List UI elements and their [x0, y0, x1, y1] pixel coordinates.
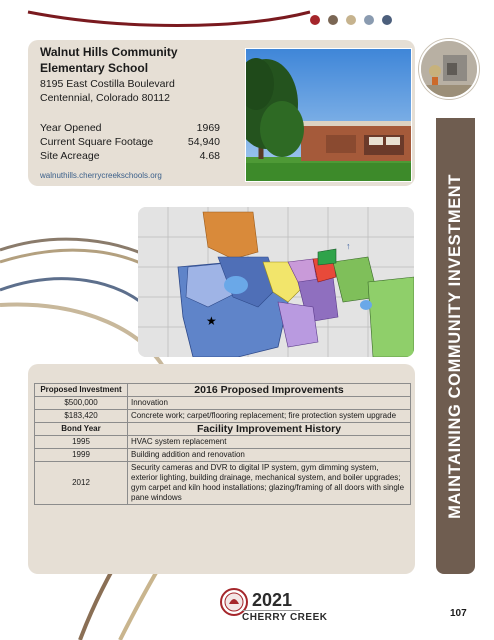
table-row	[35, 397, 411, 410]
section-title-text: MAINTAINING COMMUNITY INVESTMENT	[446, 173, 464, 519]
color-dot	[328, 15, 338, 25]
address-line-1: 8195 East Costilla Boulevard	[40, 78, 175, 90]
table-row	[35, 462, 411, 505]
fact-value: 1969	[196, 122, 220, 134]
color-dot	[382, 15, 392, 25]
address-line-2: Centennial, Colorado 80112	[40, 91, 170, 104]
proposed-improvements-title: 2016 Proposed Improvements	[128, 384, 411, 397]
fact-label: Current Square Footage	[40, 136, 154, 148]
fact-row	[40, 121, 220, 135]
table-row	[35, 410, 411, 423]
school-website-link[interactable]: walnuthills.cherrycreekschools.org	[40, 171, 162, 180]
history-description: Building addition and renovation	[128, 449, 411, 462]
table-row	[35, 436, 411, 449]
school-photo	[245, 48, 412, 182]
history-description: HVAC system replacement	[128, 436, 411, 449]
fact-value: 4.68	[199, 150, 220, 162]
section-title	[436, 118, 475, 574]
facility-history-title: Facility Improvement History	[128, 423, 411, 436]
fact-label: Site Acreage	[40, 150, 100, 162]
history-year: 1995	[35, 436, 128, 449]
color-dots	[310, 15, 392, 25]
investment-amount: $500,000	[35, 397, 128, 410]
investment-amount: $183,420	[35, 410, 128, 423]
table-row	[35, 449, 411, 462]
footer-divider	[242, 610, 300, 611]
color-dot	[310, 15, 320, 25]
fact-label: Year Opened	[40, 122, 102, 134]
proposed-investment-header: Proposed Investment	[35, 384, 128, 397]
color-dot	[346, 15, 356, 25]
table-header-row	[35, 384, 411, 397]
investment-description: Innovation	[128, 397, 411, 410]
fact-row	[40, 149, 220, 163]
bond-year-header: Bond Year	[35, 423, 128, 436]
footer-brand: CHERRY CREEK	[242, 612, 328, 623]
color-dot	[364, 15, 374, 25]
investment-description: Concrete work; carpet/flooring replacement; fire protection system upgrade	[128, 410, 411, 423]
history-year: 2012	[35, 462, 128, 505]
svg-text:↑: ↑	[346, 241, 351, 251]
construction-photo-badge	[419, 39, 479, 99]
district-map	[138, 207, 414, 357]
svg-text:★: ★	[206, 314, 217, 328]
fact-row	[40, 135, 220, 149]
school-name: Walnut Hills Community Elementary School	[40, 45, 178, 75]
history-description: Security cameras and DVR to digital IP system, gym dimming system, exterior lighting, building drainage, mechanical system, and boiler upgrades; gym carpet and kiln hood installations; glazing/framing of all doors with single pane windows	[128, 462, 411, 505]
page-number: 107	[450, 608, 467, 619]
table-header-row	[35, 423, 411, 436]
improvements-table	[34, 383, 411, 505]
history-year: 1999	[35, 449, 128, 462]
school-address	[40, 78, 175, 105]
fact-value: 54,940	[187, 136, 220, 148]
footer-year: 2021	[252, 590, 293, 610]
school-facts	[40, 121, 220, 163]
